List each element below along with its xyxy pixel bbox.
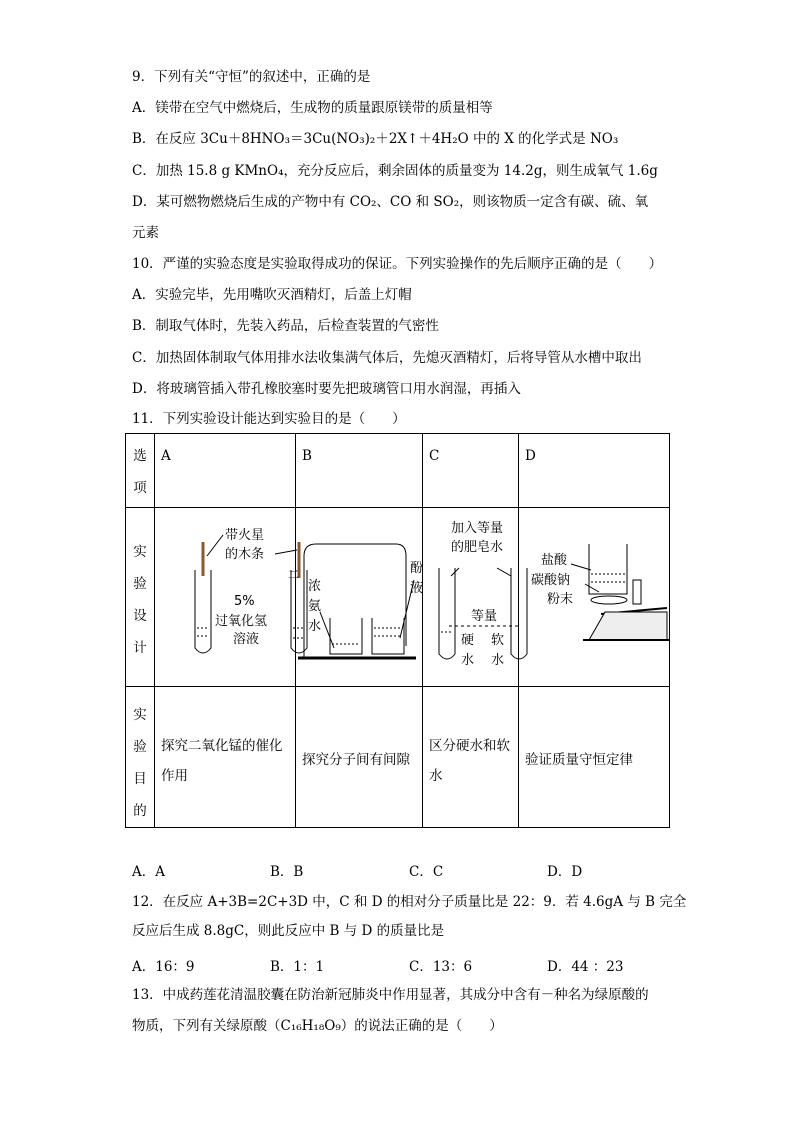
table-row-options — [126, 434, 670, 508]
fig-c-equal-label: 等量 — [471, 609, 498, 624]
q9-option-c: C．加热 15.8 g KMnO₄，充分反应后，剩余固体的质量变为 14.2g，则生成氧气 1.6g — [132, 163, 658, 179]
fig-c-soft-label-1: 软 — [491, 633, 505, 648]
q9-option-b: B．在反应 3Cu＋8HNO₃＝3Cu(NO₃)₂＋2X↑＋4H₂O 中的 X 的化学式是 NO₃ — [132, 131, 619, 147]
figure-c-hardness — [423, 508, 519, 687]
q11-choice-d[interactable]: D．D — [547, 864, 583, 880]
purpose-a: 探究二氧化锰的催化作用 — [155, 687, 296, 828]
fig-b-right-label-1: 酚 — [410, 561, 424, 576]
fig-d-acid-label: 盐酸 — [541, 553, 568, 568]
q11-stem: 11．下列实验设计能达到实验目的是（ ） — [132, 411, 406, 427]
fig-c-hard-label-1: 硬 — [461, 633, 475, 648]
q11-choice-b[interactable]: B．B — [270, 864, 304, 880]
q10-option-d: D．将玻璃管插入带孔橡胶塞时要先把玻璃管口用水润湿，再插入 — [132, 381, 521, 397]
q12-stem-line-1: 12．在反应 A+3B=2C+3D 中，C 和 D 的相对分子质量比是 22：9．若 4.6gA 与 B 完全 — [132, 894, 687, 910]
fig-a-solution-label-1: 过氧化氢 — [215, 614, 268, 629]
q9-option-a: A．镁带在空气中燃烧后，生成物的质量跟原镁带的质量相等 — [132, 100, 493, 116]
table-row-purpose — [126, 687, 670, 828]
q11-options-table — [125, 433, 670, 828]
q10-option-b: B．制取气体时，先装入药品，后检查装置的气密性 — [132, 318, 439, 334]
fig-b-right-label-2: 液 — [410, 581, 424, 596]
q10-stem: 10．严谨的实验态度是实验取得成功的保证。下列实验操作的先后顺序正确的是（ ） — [132, 256, 663, 272]
q12-choice-c[interactable]: C．13：6 — [409, 959, 473, 975]
q12-choice-a[interactable]: A．16：9 — [132, 959, 195, 975]
q12-choice-b[interactable]: B．1：1 — [270, 959, 325, 975]
fig-b-left-label-2: 氨 — [308, 599, 322, 614]
figure-d-mass-conservation — [519, 508, 670, 687]
fig-a-concentration: 5% — [234, 594, 255, 609]
fig-c-hard-label-2: 水 — [461, 653, 475, 668]
table-row-design — [126, 508, 670, 687]
q10-option-a: A．实验完毕，先用嘴吹灭酒精灯，后盖上灯帽 — [132, 287, 412, 303]
option-d-header: D — [519, 434, 670, 508]
purpose-c: 区分硬水和软水 — [423, 687, 519, 828]
option-a-header: A — [155, 434, 296, 508]
fig-c-top-label-2: 的肥皂水 — [451, 540, 504, 555]
fig-a-splint-label-1: 带火星 — [225, 528, 265, 543]
q9-option-d: D．某可燃物燃烧后生成的产物中有 CO₂、CO 和 SO₂，则该物质一定含有碳、硫、氧 — [132, 194, 649, 210]
option-b-header: B — [296, 434, 423, 508]
fig-a-splint-label-2: 的木条 — [225, 547, 265, 562]
row-label-option: 选 项 — [126, 434, 155, 508]
purpose-d: 验证质量守恒定律 — [519, 687, 670, 828]
row-label-design: 实 验 设 计 — [126, 508, 155, 687]
q11-choice-a[interactable]: A．A — [132, 864, 165, 880]
purpose-b: 探究分子间有间隙 — [296, 687, 423, 828]
q12-choice-d[interactable]: D．44 ：23 — [547, 959, 624, 975]
fig-c-soft-label-2: 水 — [491, 653, 505, 668]
q10-option-c: C．加热固体制取气体用排水法收集满气体后，先熄灭酒精灯，后将导管从水槽中取出 — [132, 350, 642, 366]
q13-stem-line-1: 13．中成药莲花清温胶囊在防治新冠肺炎中作用显著，其成分中含有－种名为绿原酸的 — [132, 987, 649, 1003]
q9-stem: 9．下列有关“守恒”的叙述中，正确的是 — [132, 69, 371, 85]
fig-b-left-label-1: 浓 — [308, 579, 322, 594]
q13-stem-line-2: 物质，下列有关绿原酸（C₁₆H₁₈O₉）的说法正确的是（ ） — [132, 1018, 503, 1034]
q9-option-d-cont: 元素 — [132, 225, 159, 241]
fig-d-powder-label-2: 粉末 — [547, 592, 574, 607]
fig-b-left-label-3: 水 — [308, 619, 322, 634]
figure-a-catalysis — [155, 508, 299, 687]
fig-d-powder-label-1: 碳酸钠 — [531, 573, 571, 588]
fig-c-top-label-1: 加入等量 — [451, 521, 504, 536]
option-c-header: C — [423, 434, 519, 508]
q11-choice-c[interactable]: C．C — [409, 864, 444, 880]
fig-a-cut-label-1: 二 — [288, 568, 299, 581]
row-label-purpose: 实 验 目 的 — [126, 687, 155, 828]
figure-b-diffusion — [296, 508, 423, 687]
q12-stem-line-2: 反应后生成 8.8gC，则此反应中 B 与 D 的质量比是 — [132, 923, 445, 939]
fig-a-solution-label-2: 溶液 — [233, 632, 260, 647]
